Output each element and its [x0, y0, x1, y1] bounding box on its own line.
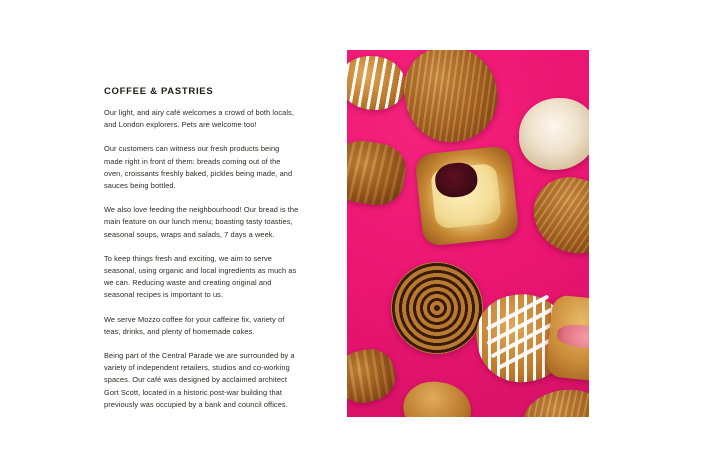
paragraph-6: Being part of the Central Parade we are surrounded by a variety of independent retailers, studios and co-working spaces. Our café was designed by acclaimed architect Gort Scott, located in a historic post-war building that previously was occupied by a bank and council offices.	[104, 351, 295, 409]
paragraph-2: Our customers can witness our fresh products being made right in front of them: breads coming out of the oven, croissants freshly baked, pickles being made, and sauces being bottled.	[104, 144, 293, 191]
paragraph-4: To keep things fresh and exciting, we aim to serve seasonal, using organic and local ingredients as much as we can. Reducing waste and creating original and seasonal recipes is important to us.	[104, 253, 297, 300]
pastry-iced-top-left	[347, 56, 405, 110]
paragraph-3: We also love feeding the neighbourhood! Our bread is the main feature on our lunch menu; boasting tasty toasties, seasonal soups, wraps and salads, 7 days a week.	[104, 205, 299, 239]
paragraph-5: We serve Mozzo coffee for your caffeine fix, variety of teas, drinks, and plenty of homemade cakes.	[104, 314, 285, 336]
pastry-pain-aux-raisins	[391, 262, 483, 354]
pastry-sugared-top-right	[519, 98, 589, 170]
icing-drizzle-4	[496, 338, 553, 371]
page-title: COFFEE & PASTRIES	[104, 86, 214, 97]
pastry-ham-cheese	[545, 294, 589, 383]
pastries-photo	[347, 50, 589, 417]
paragraph-1: Our light, and airy café welcomes a crowd of both locals, and London explorers. Pets are welcome too!	[104, 108, 294, 130]
pastry-danish-center	[414, 145, 519, 247]
ham-filling	[556, 323, 589, 351]
text-column	[104, 86, 300, 411]
